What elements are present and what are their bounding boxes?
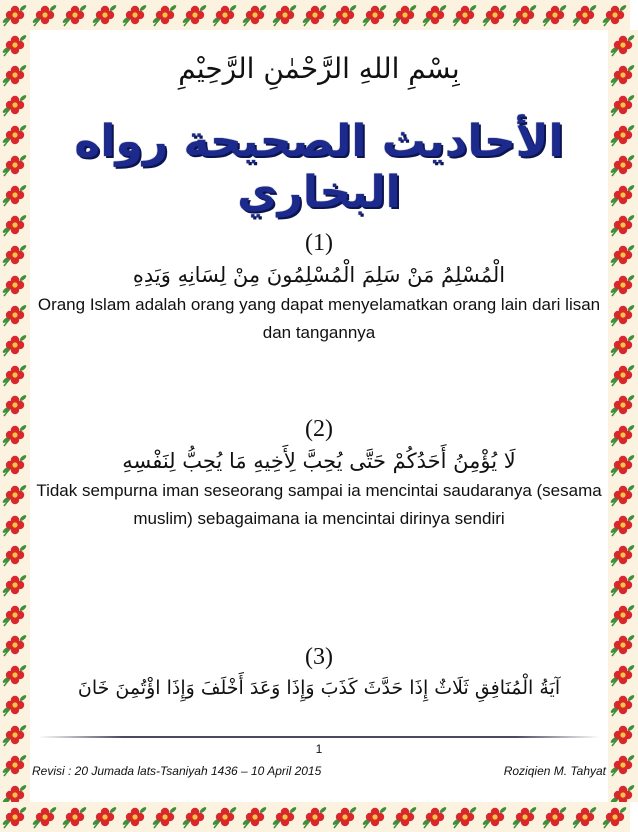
footer-divider [38,736,600,738]
flower-ornament-icon [540,0,570,30]
flower-ornament-icon [300,0,330,30]
floral-border-top [0,0,638,30]
flower-ornament-icon [180,802,210,832]
flower-ornament-icon [0,150,30,180]
flower-ornament-icon [0,270,30,300]
flower-ornament-icon [30,0,60,30]
page-title: الأحاديث الصحيحة رواه البخاري [74,116,564,218]
flower-ornament-icon [608,30,638,60]
flower-ornament-icon [0,210,30,240]
flower-ornament-icon [0,720,30,750]
hadith-translation: Tidak sempurna iman seseorang sampai ia mencintai saudaranya (sesama muslim) sebagaimana ia mencintai dirinya sendiri [36,481,602,528]
hadith-arabic-text: الْمُسْلِمُ مَنْ سَلِمَ الْمُسْلِمُونَ مِنْ لِسَانِهِ وَيَدِهِ [132,263,506,287]
flower-ornament-icon [608,270,638,300]
flower-ornament-icon [0,300,30,330]
flower-ornament-icon [60,0,90,30]
flower-ornament-icon [608,240,638,270]
flower-ornament-icon [0,120,30,150]
flower-ornament-icon [0,90,30,120]
flower-ornament-icon [0,750,30,780]
flower-ornament-icon [0,330,30,360]
flower-ornament-icon [0,480,30,510]
floral-border-right [608,30,638,802]
revision-note: Revisi : 20 Jumada lats-Tsaniyah 1436 – 10 April 2015 [32,764,322,778]
hadith-number: (3) [305,644,333,670]
flower-ornament-icon [608,90,638,120]
flower-ornament-icon [210,0,240,30]
flower-ornament-icon [270,0,300,30]
flower-ornament-icon [0,30,30,60]
flower-ornament-icon [210,802,240,832]
flower-ornament-icon [608,210,638,240]
flower-ornament-icon [240,0,270,30]
flower-ornament-icon [570,802,600,832]
hadith-number: (1) [305,230,333,256]
hadith-arabic-text: آيَةُ الْمُنَافِقِ ثَلَاثٌ إِذَا حَدَّثَ كَذَبَ وَإِذَا وَعَدَ أَخْلَفَ وَإِذَا اؤْتُمِنَ خَانَ [77,677,561,699]
flower-ornament-icon [608,180,638,210]
flower-ornament-icon [608,60,638,90]
hadith-1 [30,230,608,347]
flower-ornament-icon [240,802,270,832]
hadith-number: (2) [305,416,333,442]
flower-ornament-icon [330,0,360,30]
flower-ornament-icon [608,660,638,690]
flower-ornament-icon [0,600,30,630]
flower-ornament-icon [0,690,30,720]
flower-ornament-icon [150,0,180,30]
flower-ornament-icon [0,390,30,420]
flower-ornament-icon [0,630,30,660]
flower-ornament-icon [150,802,180,832]
flower-ornament-icon [0,780,30,802]
floral-border-bottom [0,802,638,832]
document-page [30,30,608,802]
author-name: Roziqien M. Tahyat [503,764,606,778]
flower-ornament-icon [0,240,30,270]
flower-ornament-icon [608,150,638,180]
flower-ornament-icon [608,330,638,360]
flower-ornament-icon [360,0,390,30]
flower-ornament-icon [608,720,638,750]
flower-ornament-icon [180,0,210,30]
flower-ornament-icon [608,450,638,480]
flower-ornament-icon [608,510,638,540]
flower-ornament-icon [0,360,30,390]
flower-ornament-icon [540,802,570,832]
flower-ornament-icon [608,780,638,802]
flower-ornament-icon [608,480,638,510]
flower-ornament-icon [0,540,30,570]
flower-ornament-icon [270,802,300,832]
page-number: 1 [315,742,323,756]
flower-ornament-icon [90,802,120,832]
flower-ornament-icon [0,570,30,600]
flower-ornament-icon [450,802,480,832]
flower-ornament-icon [390,0,420,30]
flower-ornament-icon [608,300,638,330]
flower-ornament-icon [608,420,638,450]
flower-ornament-icon [0,660,30,690]
flower-ornament-icon [480,802,510,832]
flower-ornament-icon [608,690,638,720]
flower-ornament-icon [600,802,630,832]
flower-ornament-icon [0,180,30,210]
hadith-2 [30,416,608,533]
hadith-3 [30,644,608,699]
flower-ornament-icon [90,0,120,30]
floral-border-left [0,30,30,802]
flower-ornament-icon [30,802,60,832]
flower-ornament-icon [420,0,450,30]
flower-ornament-icon [608,630,638,660]
flower-ornament-icon [0,802,30,832]
flower-ornament-icon [60,802,90,832]
flower-ornament-icon [0,450,30,480]
flower-ornament-icon [0,420,30,450]
flower-ornament-icon [360,802,390,832]
flower-ornament-icon [608,120,638,150]
flower-ornament-icon [608,600,638,630]
flower-ornament-icon [390,802,420,832]
flower-ornament-icon [300,802,330,832]
flower-ornament-icon [450,0,480,30]
flower-ornament-icon [608,570,638,600]
flower-ornament-icon [510,0,540,30]
flower-ornament-icon [608,360,638,390]
flower-ornament-icon [608,750,638,780]
flower-ornament-icon [0,0,30,30]
hadith-translation: Orang Islam adalah orang yang dapat menyelamatkan orang lain dari lisan dan tangannya [37,295,601,342]
flower-ornament-icon [608,390,638,420]
flower-ornament-icon [600,0,630,30]
flower-ornament-icon [510,802,540,832]
flower-ornament-icon [420,802,450,832]
flower-ornament-icon [608,540,638,570]
hadith-arabic-text: لَا يُؤْمِنُ أَحَدُكُمْ حَتَّى يُحِبَّ لِأَخِيهِ مَا يُحِبُّ لِنَفْسِهِ [122,449,516,473]
flower-ornament-icon [480,0,510,30]
flower-ornament-icon [0,60,30,90]
flower-ornament-icon [570,0,600,30]
flower-ornament-icon [120,802,150,832]
flower-ornament-icon [330,802,360,832]
flower-ornament-icon [120,0,150,30]
basmala: بِسْمِ اللهِ الرَّحْمٰنِ الرَّحِيْمِ [178,52,460,85]
flower-ornament-icon [0,510,30,540]
